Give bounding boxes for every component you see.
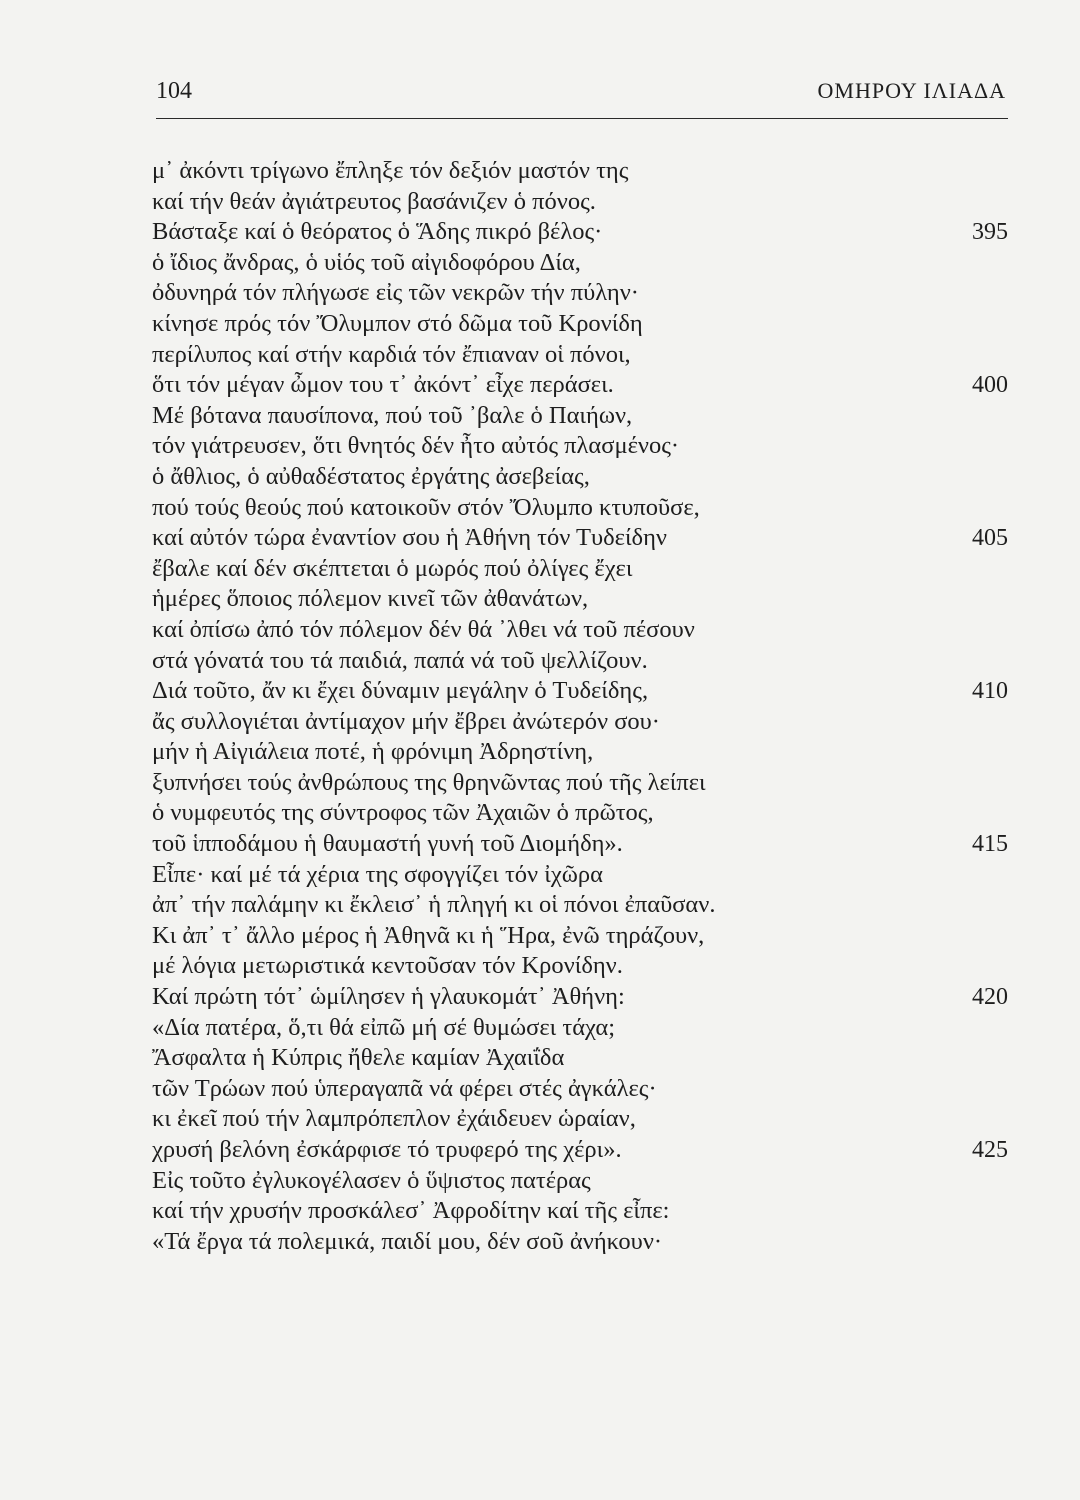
page-number: 104: [156, 78, 192, 104]
verse-text: ἀπ᾿ τήν παλάμην κι ἔκλεισ᾿ ἡ πληγή κι οἱ πόνοι ἐπαῦσαν.: [152, 891, 716, 919]
verse-number: 420: [972, 984, 1008, 1011]
verse-text: Μέ βότανα παυσίπονα, πού τοῦ ᾿βαλε ὁ Παιήων,: [152, 401, 633, 429]
verse-number: 415: [972, 831, 1008, 858]
verse-text: ἡμέρες ὅποιος πόλεμον κινεῖ τῶν ἀθανάτων,: [152, 585, 589, 613]
verse-line: [152, 217, 1008, 248]
verse-list: [152, 156, 1008, 1257]
verse-text: ὀδυνηρά τόν πλήγωσε εἰς τῶν νεκρῶν τήν πύλην·: [152, 279, 639, 307]
verse-line: [152, 921, 1008, 952]
verse-line: [152, 370, 1008, 401]
verse-line: [152, 523, 1008, 554]
page-header: [156, 78, 1008, 118]
verse-line: [152, 401, 1008, 432]
verse-number: 410: [972, 678, 1008, 705]
verse-line: [152, 646, 1008, 677]
verse-text: Εἶπε· καί μέ τά χέρια της σφογγίζει τόν ἰχῶρα: [152, 860, 603, 888]
running-title: ΟΜΗΡΟΥ ΙΛΙΑΔΑ: [817, 78, 1006, 103]
verse-text: ὅτι τόν μέγαν ὦμον του τ᾿ ἀκόντ᾿ εἶχε περάσει.: [152, 371, 614, 399]
verse-text: τοῦ ἱπποδάμου ἡ θαυμαστή γυνή τοῦ Διομήδη».: [152, 830, 623, 858]
verse-text: στά γόνατά του τά παιδιά, παπά νά τοῦ ψελλίζουν.: [152, 646, 648, 674]
verse-text: Ἄσφαλτα ἡ Κύπρις ἤθελε καμίαν Ἀχαιΐδα: [152, 1044, 565, 1072]
verse-line: [152, 982, 1008, 1013]
verse-line: [152, 1166, 1008, 1197]
verse-text: καί ὀπίσω ἀπό τόν πόλεμον δέν θά ᾿λθει νά τοῦ πέσουν: [152, 615, 695, 643]
verse-line: [152, 768, 1008, 799]
verse-text: περίλυπος καί στήν καρδιά τόν ἔπιαναν οἱ πόνοι,: [152, 340, 631, 368]
verse-text: ξυπνήσει τούς ἀνθρώπους της θρηνῶντας πού τῆς λείπει: [152, 768, 706, 796]
verse-text: ἔβαλε καί δέν σκέπτεται ὁ μωρός πού ὀλίγες ἔχει: [152, 554, 633, 582]
verse-line: [152, 737, 1008, 768]
verse-line: [152, 462, 1008, 493]
verse-line: [152, 676, 1008, 707]
verse-line: [152, 1135, 1008, 1166]
verse-line: [152, 554, 1008, 585]
verse-line: [152, 860, 1008, 891]
verse-number: 405: [972, 525, 1008, 552]
verse-text: κίνησε πρός τόν Ὄλυμπον στό δῶμα τοῦ Κρονίδη: [152, 309, 643, 337]
verse-line: [152, 584, 1008, 615]
verse-line: [152, 340, 1008, 371]
verse-line: [152, 707, 1008, 738]
verse-line: [152, 187, 1008, 218]
verse-text: Βάσταξε καί ὁ θεόρατος ὁ Ἅδης πικρό βέλος·: [152, 218, 603, 246]
verse-text: χρυσή βελόνη ἐσκάρφισε τό τρυφερό της χέρι».: [152, 1136, 622, 1163]
verse-text: μέ λόγια μετωριστικά κεντοῦσαν τόν Κρονίδην.: [152, 952, 623, 980]
verse-line: [152, 798, 1008, 829]
verse-text: «Τά ἔργα τά πολεμικά, παιδί μου, δέν σοῦ ἀνήκουν·: [152, 1227, 663, 1255]
verse-line: [152, 156, 1008, 187]
verse-text: καί αὐτόν τώρα ἐναντίον σου ἡ Ἀθήνη τόν Τυδείδην: [152, 524, 667, 552]
verse-line: [152, 1227, 1008, 1258]
verse-text: Κι ἀπ᾿ τ᾿ ἄλλο μέρος ἡ Ἀθηνᾶ κι ἡ Ἥρα, ἐνῶ τηράζουν,: [152, 921, 705, 949]
verse-line: [152, 309, 1008, 340]
verse-line: [152, 493, 1008, 524]
verse-line: [152, 1074, 1008, 1105]
verse-text: καί τήν θεάν ἀγιάτρευτος βασάνιζεν ὁ πόνος.: [152, 187, 596, 215]
verse-line: [152, 890, 1008, 921]
verse-line: [152, 278, 1008, 309]
verse-text: πού τούς θεούς πού κατοικοῦν στόν Ὄλυμπο κτυποῦσε,: [152, 493, 700, 521]
verse-text: ὁ νυμφευτός της σύντροφος τῶν Ἀχαιῶν ὁ πρῶτος,: [152, 799, 654, 827]
verse-line: [152, 829, 1008, 860]
verse-line: [152, 615, 1008, 646]
verse-line: [152, 1196, 1008, 1227]
verse-line: [152, 951, 1008, 982]
header-rule: [156, 118, 1008, 119]
verse-text: Διά τοῦτο, ἄν κι ἔχει δύναμιν μεγάλην ὁ Τυδείδης,: [152, 677, 649, 705]
verse-text: ἄς συλλογιέται ἀντίμαχον μήν ἔβρει ἀνώτερόν σου·: [152, 707, 660, 735]
verse-line: [152, 1013, 1008, 1044]
verse-line: [152, 248, 1008, 279]
verse-line: [152, 1043, 1008, 1074]
verse-line: [152, 431, 1008, 462]
verse-text: Καί πρώτη τότ᾿ ὡμίλησεν ἡ γλαυκομάτ᾿ Ἀθήνη:: [152, 983, 625, 1011]
verse-text: μήν ἡ Αἰγιάλεια ποτέ, ἡ φρόνιμη Ἀδρηστίνη,: [152, 738, 594, 766]
verse-text: μ᾿ ἀκόντι τρίγωνο ἔπληξε τόν δεξιόν μαστόν της: [152, 157, 629, 184]
verse-text: τῶν Τρώων πού ὑπεραγαπᾶ νά φέρει στές ἀγκάλες·: [152, 1074, 657, 1102]
verse-text: ὁ ἄθλιος, ὁ αὐθαδέστατος ἐργάτης ἀσεβείας,: [152, 462, 590, 490]
verse-text: «Δία πατέρα, ὅ,τι θά εἰπῶ μή σέ θυμώσει τάχα;: [152, 1013, 616, 1041]
verse-text: καί τήν χρυσήν προσκάλεσ᾿ Ἀφροδίτην καί τῆς εἶπε:: [152, 1197, 670, 1225]
verse-text: τόν γιάτρευσεν, ὅτι θνητός δέν ἦτο αὐτός πλασμένος·: [152, 432, 680, 460]
verse-number: 400: [972, 372, 1008, 399]
verse-number: 395: [972, 219, 1008, 246]
verse-line: [152, 1104, 1008, 1135]
verse-text: Εἰς τοῦτο ἐγλυκογέλασεν ὁ ὕψιστος πατέρας: [152, 1166, 591, 1194]
verse-number: 425: [972, 1137, 1008, 1163]
verse-text: ὁ ἴδιος ἄνδρας, ὁ υἱός τοῦ αἰγιδοφόρου Δία,: [152, 248, 581, 276]
verse-text: κι ἐκεῖ πού τήν λαμπρόπεπλον ἐχάιδευεν ὡραίαν,: [152, 1105, 636, 1133]
